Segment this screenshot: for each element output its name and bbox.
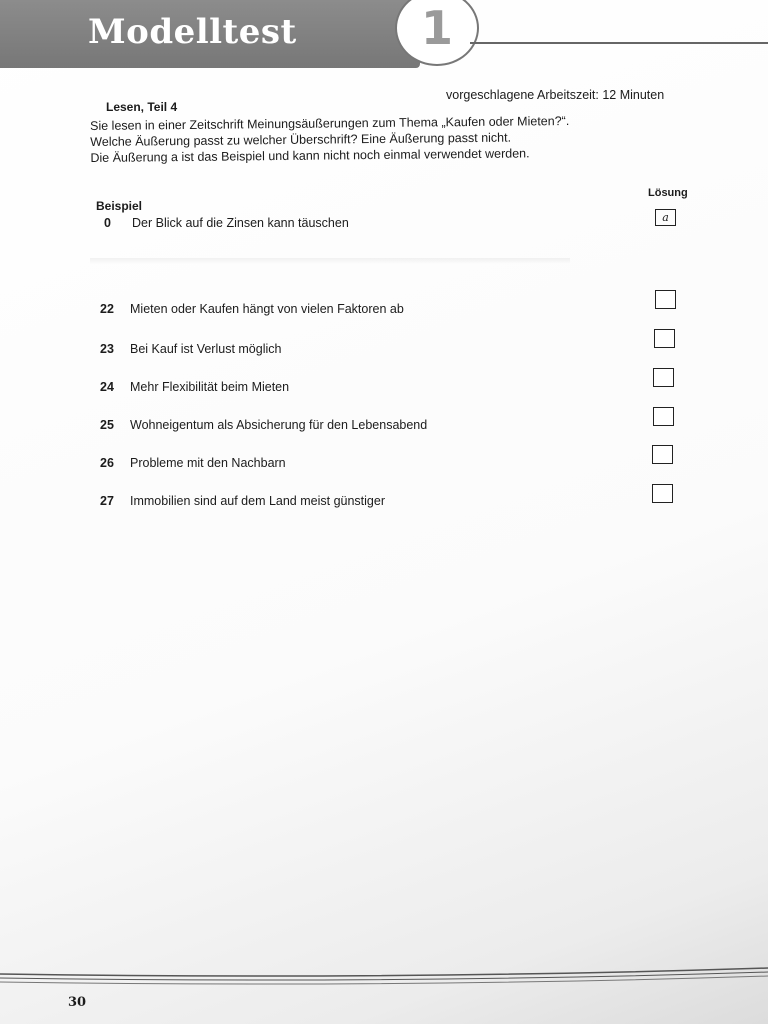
divider bbox=[90, 258, 570, 264]
item-text: Mehr Flexibilität beim Mieten bbox=[130, 380, 290, 394]
item-row-27 bbox=[100, 494, 385, 508]
item-text: Mieten oder Kaufen hängt von vielen Faktoren ab bbox=[130, 302, 404, 316]
footer-rule bbox=[0, 966, 768, 988]
test-number: 1 bbox=[420, 1, 453, 55]
page-number: 30 bbox=[68, 995, 87, 1010]
section-label: Lesen, Teil 4 bbox=[106, 100, 178, 114]
item-text: Wohneigentum als Absicherung für den Lebensabend bbox=[130, 418, 428, 432]
item-number: 27 bbox=[100, 494, 114, 508]
example-answer-box bbox=[655, 209, 676, 226]
item-text: Bei Kauf ist Verlust möglich bbox=[130, 342, 282, 356]
answer-box-25[interactable] bbox=[653, 407, 674, 426]
item-number: 25 bbox=[100, 418, 114, 432]
item-row-25 bbox=[100, 418, 427, 432]
item-number: 26 bbox=[100, 456, 114, 470]
example-label: Beispiel bbox=[96, 199, 143, 213]
example-row bbox=[104, 216, 349, 230]
item-row-23 bbox=[100, 342, 281, 356]
item-row-22 bbox=[100, 302, 404, 316]
item-text: Probleme mit den Nachbarn bbox=[130, 456, 286, 470]
example-answer: a bbox=[662, 211, 669, 224]
answer-box-22[interactable] bbox=[655, 290, 676, 309]
answer-box-26[interactable] bbox=[652, 445, 673, 464]
instruction-line: Welche Äußerung passt zu welcher Überschrift? Eine Äußerung passt nicht. bbox=[90, 130, 512, 149]
example-number: 0 bbox=[104, 216, 111, 230]
solution-header: Lösung bbox=[648, 187, 688, 199]
answer-box-24[interactable] bbox=[653, 368, 674, 387]
instruction-line: Sie lesen in einer Zeitschrift Meinungsäußerungen zum Thema „Kaufen oder Mieten?“. bbox=[90, 113, 570, 133]
item-number: 23 bbox=[100, 342, 114, 356]
instruction-line: Die Äußerung a ist das Beispiel und kann nicht noch einmal verwendet werden. bbox=[90, 146, 530, 165]
item-number: 22 bbox=[100, 302, 114, 316]
item-text: Immobilien sind auf dem Land meist günstiger bbox=[130, 494, 385, 508]
page-title: Modelltest bbox=[88, 12, 297, 52]
answer-box-23[interactable] bbox=[654, 329, 675, 348]
item-number: 24 bbox=[100, 380, 114, 394]
suggested-time: vorgeschlagene Arbeitszeit: 12 Minuten bbox=[446, 88, 665, 102]
item-row-26 bbox=[100, 456, 286, 470]
item-row-24 bbox=[100, 380, 289, 394]
example-text: Der Blick auf die Zinsen kann täuschen bbox=[132, 216, 349, 230]
header-rule bbox=[470, 42, 768, 44]
answer-box-27[interactable] bbox=[652, 484, 673, 503]
instructions bbox=[90, 112, 690, 166]
